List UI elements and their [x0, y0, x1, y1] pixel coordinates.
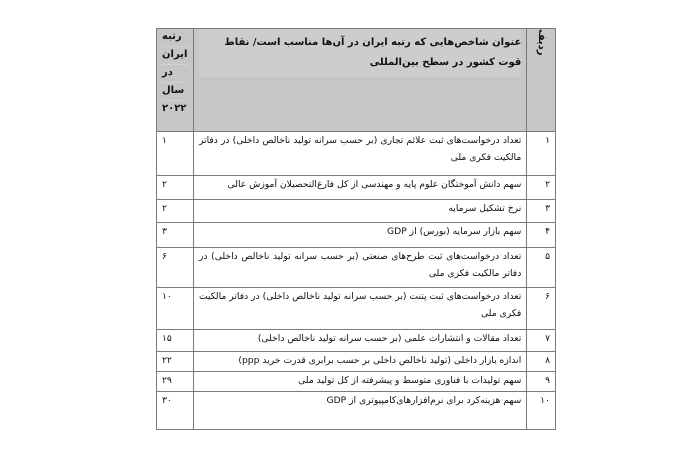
table-row	[157, 288, 556, 330]
indicator-title: سهم تولیدات با فناوری متوسط و پیشرفته از کل تولید ملی	[193, 372, 526, 392]
table-row	[157, 176, 556, 200]
row-number: ۷	[527, 330, 556, 352]
table-header-row	[157, 29, 556, 132]
iran-rank: ۱۵	[157, 330, 194, 352]
iran-rank: ۳	[157, 223, 194, 248]
header-rank-line: رتبه	[162, 29, 188, 47]
header-rank-line: در	[162, 65, 188, 83]
row-number: ۱	[527, 132, 556, 176]
indicators-table	[156, 28, 556, 430]
iran-rank: ۱۰	[157, 288, 194, 330]
table-row	[157, 392, 556, 430]
table-row	[157, 372, 556, 392]
header-row-number-label: ردیف	[536, 29, 548, 56]
table-row	[157, 223, 556, 248]
indicator-title: سهم هزینه‌کرد برای نرم‌افزارهای‌کامپیوتری از GDP	[193, 392, 526, 430]
table-row	[157, 200, 556, 223]
table-row	[157, 330, 556, 352]
iran-rank: ۲	[157, 176, 194, 200]
indicator-title: تعداد درخواست‌های ثبت علائم تجاری (بر حسب سرانه تولید ناخالص داخلی) در دفاتر مالکیت فکری ملی	[193, 132, 526, 176]
table-row	[157, 132, 556, 176]
indicator-title: نرخ تشکیل سرمایه	[193, 200, 526, 223]
iran-rank: ۲۲	[157, 352, 194, 372]
indicator-title: اندازه بازار داخلی (تولید ناخالص داخلی بر حسب برابری قدرت خرید ppp)	[193, 352, 526, 372]
iran-rank: ۶	[157, 248, 194, 288]
row-number: ۱۰	[527, 392, 556, 430]
row-number: ۸	[527, 352, 556, 372]
row-number: ۶	[527, 288, 556, 330]
row-number: ۲	[527, 176, 556, 200]
row-number: ۳	[527, 200, 556, 223]
header-rank-line: ۲۰۲۲	[162, 103, 187, 114]
table-row	[157, 352, 556, 372]
header-rank-line: سال	[162, 83, 188, 101]
indicator-title: سهم بازار سرمایه (بورس) از GDP	[193, 223, 526, 248]
iran-rank: ۱	[157, 132, 194, 176]
iran-rank: ۳۰	[157, 392, 194, 430]
row-number: ۴	[527, 223, 556, 248]
header-title	[193, 29, 526, 132]
iran-rank: ۲۹	[157, 372, 194, 392]
indicator-title: تعداد درخواست‌های ثبت طرح‌های صنعتی (بر حسب سرانه تولید ناخالص داخلی) در دفاتر مالکیت فکری ملی	[193, 248, 526, 288]
header-row-number	[527, 29, 556, 132]
iran-rank: ۲	[157, 200, 194, 223]
indicator-title: تعداد مقالات و انتشارات علمی (بر حسب سرانه تولید ناخالص داخلی)	[193, 330, 526, 352]
indicator-title: تعداد درخواست‌های ثبت پتنت (بر حسب سرانه تولید ناخالص داخلی) در دفاتر مالکیت فکری ملی	[193, 288, 526, 330]
header-rank-line: ایران	[162, 47, 188, 65]
table-row	[157, 248, 556, 288]
header-title-label: عنوان شاخص‌هایی که رتبه ایران در آن‌ها مناسب است/ نقاط قوت کشور در سطح بین‌المللی	[199, 29, 521, 77]
row-number: ۹	[527, 372, 556, 392]
row-number: ۵	[527, 248, 556, 288]
indicator-title: سهم دانش آموختگان علوم پایه و مهندسی از کل فارغ‌التحصیلان آموزش عالی	[193, 176, 526, 200]
header-rank	[157, 29, 194, 132]
